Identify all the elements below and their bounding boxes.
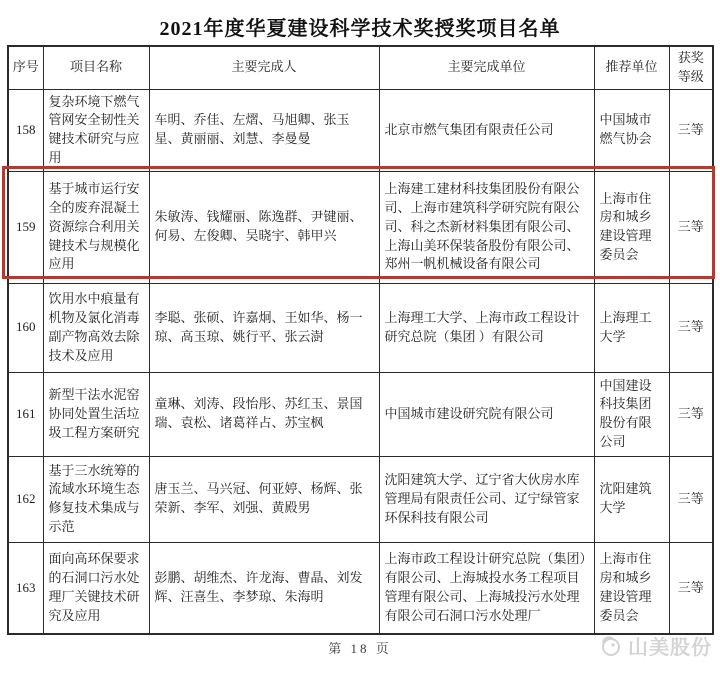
cell-project-name: 面向高环保要求的石洞口污水处理厂关键技术研究及应用 (43, 542, 149, 634)
cell-serial-no: 162 (8, 456, 43, 542)
awards-table (7, 45, 714, 635)
cell-recommender: 中国建设科技集团股份有限公司 (594, 372, 669, 456)
cell-main-orgs: 北京市燃气集团有限责任公司 (379, 89, 594, 171)
cell-serial-no: 159 (8, 171, 43, 283)
cell-main-people: 童琳、刘涛、段怡彤、苏红玉、景国瑞、袁松、诸葛祥占、苏宝枫 (149, 372, 379, 456)
watermark (599, 631, 712, 660)
cell-project-name: 饮用水中痕量有机物及氯化消毒副产物高效去除技术及应用 (43, 283, 149, 372)
cell-serial-no: 160 (8, 283, 43, 372)
cell-main-people: 彭鹏、胡维杰、许龙海、曹晶、刘发辉、汪喜生、李梦琼、朱海明 (149, 542, 379, 634)
cell-main-orgs: 中国城市建设研究院有限公司 (379, 372, 594, 456)
page-number: 第 18 页 (328, 641, 392, 656)
cell-main-orgs: 上海理工大学、上海市政工程设计研究总院（集团 ）有限公司 (379, 283, 594, 372)
cell-award-level: 三等 (669, 372, 713, 456)
table-row-158 (8, 89, 713, 171)
cell-award-level: 三等 (669, 542, 713, 634)
cell-award-level: 三等 (669, 89, 713, 171)
cell-main-orgs: 沈阳建筑大学、辽宁省大伙房水库管理局有限责任公司、辽宁绿管家环保科技有限公司 (379, 456, 594, 542)
col-header-main-orgs: 主要完成单位 (379, 46, 594, 89)
watermark-text: 山美股份 (628, 637, 712, 659)
shanmei-logo-icon (599, 634, 623, 658)
table-row-162 (8, 456, 713, 542)
col-header-serial-no: 序号 (8, 46, 43, 89)
cell-main-people: 唐玉兰、马兴冠、何亚婷、杨辉、张荣新、李军、刘强、黄殿男 (149, 456, 379, 542)
cell-main-people: 李聪、张硕、许嘉炯、王如华、杨一琼、高玉琼、姚行平、张云澍 (149, 283, 379, 372)
cell-award-level: 三等 (669, 456, 713, 542)
cell-award-level: 三等 (669, 283, 713, 372)
cell-project-name: 复杂环境下燃气管网安全韧性关键技术研究与应用 (43, 89, 149, 171)
cell-project-name: 基于三水统筹的流域水环境生态修复技术集成与示范 (43, 456, 149, 542)
cell-main-people: 车明、乔佳、左熠、马旭卿、张玉星、黄丽丽、刘慧、李曼曼 (149, 89, 379, 171)
col-header-award-level: 获奖等级 (669, 46, 713, 89)
col-header-recommender: 推荐单位 (594, 46, 669, 89)
cell-recommender: 上海市住房和城乡建设管理委员会 (594, 542, 669, 634)
cell-project-name: 基于城市运行安全的废弃混凝土资源综合利用关键技术与规模化应用 (43, 171, 149, 283)
cell-serial-no: 158 (8, 89, 43, 171)
cell-main-orgs: 上海市政工程设计研究总院（集团）有限公司、上海城投水务工程项目管理有限公司、上海城投污水处理有限公司石洞口污水处理厂 (379, 542, 594, 634)
cell-serial-no: 163 (8, 542, 43, 634)
page-title: 2021年度华夏建设科学技术奖授奖项目名单 (159, 18, 561, 40)
col-header-project-name: 项目名称 (43, 46, 149, 89)
cell-recommender: 上海市住房和城乡建设管理委员会 (594, 171, 669, 283)
cell-award-level: 三等 (669, 171, 713, 283)
table-row-160 (8, 283, 713, 372)
cell-serial-no: 161 (8, 372, 43, 456)
table-row-161 (8, 372, 713, 456)
cell-recommender: 中国城市燃气协会 (594, 89, 669, 171)
cell-main-people: 朱敏涛、钱耀丽、陈逸群、尹键丽、何易、左俊卿、吴晓宇、韩甲兴 (149, 171, 379, 283)
cell-project-name: 新型干法水泥窑协同处置生活垃圾工程方案研究 (43, 372, 149, 456)
col-header-main-people: 主要完成人 (149, 46, 379, 89)
table-row-159-highlighted (8, 171, 713, 283)
cell-recommender: 沈阳建筑大学 (594, 456, 669, 542)
table-row-163 (8, 542, 713, 634)
cell-recommender: 上海理工大学 (594, 283, 669, 372)
cell-main-orgs: 上海建工建材科技集团股份有限公司、上海市建筑科学研究院有限公司、科之杰新材料集团有限公司、上海山美环保装备股份有限公司、郑州一帆机械设备有限公司 (379, 171, 594, 283)
table-header-row (8, 46, 713, 89)
